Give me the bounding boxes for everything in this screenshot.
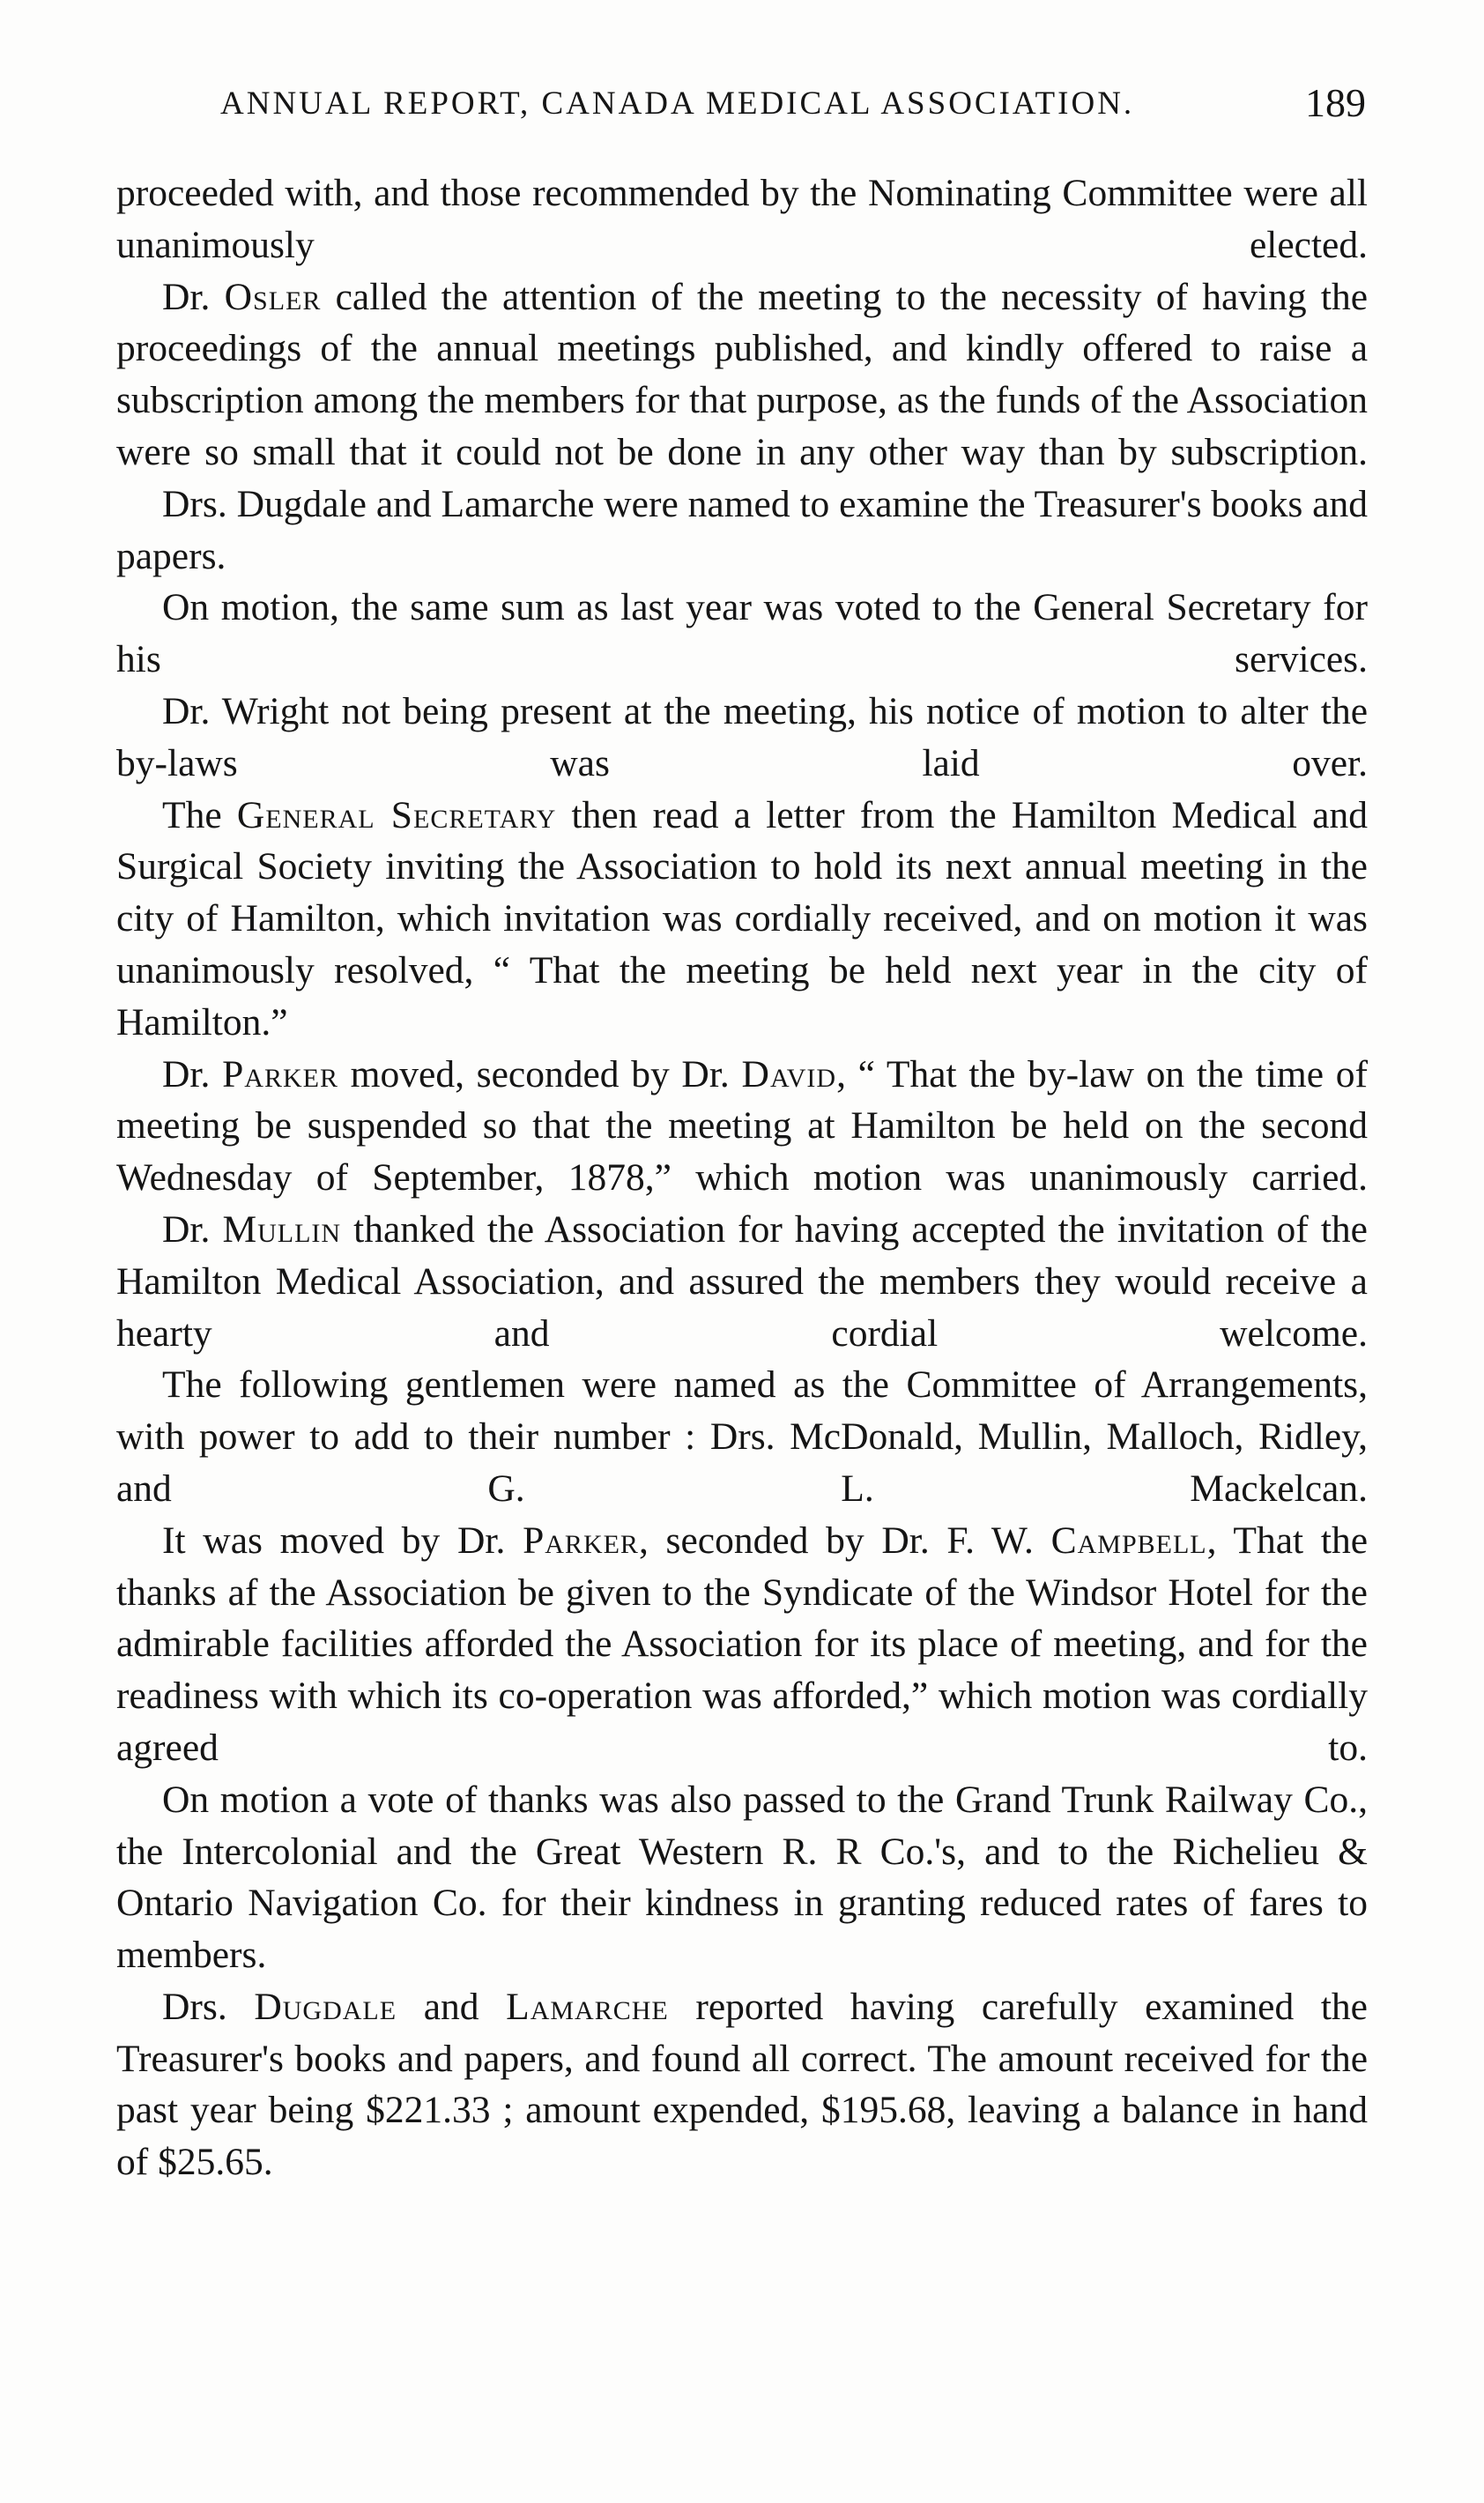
paragraph-windsor-hotel-thanks [116, 1515, 1368, 1774]
paragraph-meeting-date-motion [116, 1049, 1368, 1204]
paragraph-treasurer-report [116, 1981, 1368, 2188]
paragraph-text: Drs. [162, 1985, 255, 2028]
person-name: Osler [224, 275, 322, 318]
person-name: David [741, 1052, 837, 1096]
person-name: Mullin [222, 1207, 342, 1251]
paragraph-text: Dr. [162, 275, 225, 318]
paragraph-text: , “ That the by-law on the time of meeting be suspended so that the meeting at Hamilton be held on the second Wednesday of September, 1878,” which motion was unanimously carried. [116, 1052, 1369, 1200]
paragraph-text: , That the thanks af the Association be given to the Syndicate of the Windsor Hotel for the admirable facilities afforded the Association for its place of meeting, and for the readiness with which its co-operation was afforded,” which motion was cordially agreed to. [116, 1519, 1369, 1769]
paragraph-text: thanked the Association for having accepted the invitation of the Hamilton Medical Association, and assured the members they would receive a hearty and cordial welcome. [116, 1207, 1368, 1355]
paragraph-committee-arrangements: The following gentlemen were named as the Committee of Arrangements, with power to add to their number : Drs. McDonald, Mullin, Malloch, Ridley, and G. L. Mackelcan. [116, 1363, 1368, 1510]
person-title: General Secretary [236, 793, 557, 836]
paragraph-osler-proceedings [116, 271, 1368, 479]
person-name: Campbell [1050, 1519, 1207, 1562]
paragraph-text: The [162, 793, 237, 836]
paragraph-railway-thanks: On motion a vote of thanks was also passed to the Grand Trunk Railway Co., the Intercolonial and the Great Western R. R Co.'s, and to the Richelieu & Ontario Navigation Co. for their kindness in granting reduced rates of fares to members. [116, 1778, 1368, 1977]
paragraph-text: Dr. [162, 1207, 223, 1251]
person-name: Parker [222, 1052, 338, 1096]
person-name: Dugdale [254, 1985, 397, 2028]
paragraph-hamilton-invitation [116, 790, 1368, 1049]
body-text [116, 167, 1368, 2188]
running-header [220, 80, 1366, 155]
paragraph-bylaws-laid-over: Dr. Wright not being present at the meeting, his notice of motion to alter the by-laws was laid over. [116, 689, 1368, 784]
page-number: 189 [1305, 80, 1366, 125]
paragraph-text: reported having carefully examined the Treasurer's books and papers, and found all correct. The amount received for the past year being $221.33 ; amount expended, $195.68, leaving a balance in hand of $25.65. [116, 1985, 1368, 2184]
paragraph-text: then read a letter from the Hamilton Medical and Surgical Society inviting the Association to hold its next annual meeting in the city of Hamilton, which invitation was cordially received, and on motion it was unanimously resolved, “ That the meeting be held next year in the city of Hamilton.” [116, 793, 1368, 1044]
paragraph-text: , seconded by Dr. F. W. [638, 1519, 1051, 1562]
paragraph-text: Dr. [162, 1052, 223, 1096]
paragraph-examine-books: Drs. Dugdale and Lamarche were named to examine the Treasurer's books and papers. [116, 482, 1368, 577]
person-name: Lamarche [506, 1985, 669, 2028]
paragraph-committee-elected: proceeded with, and those recommended by the Nominating Committee were all unanimously elected. [116, 172, 1368, 266]
paragraph-text: called the attention of the meeting to the necessity of having the proceedings of the annual meetings published, and kindly offered to raise a subscription among the members for that purpose, as the funds of the Association were so small that it could not be done in any other way than by subscription. [116, 275, 1368, 473]
paragraph-text: moved, seconded by Dr. [338, 1052, 742, 1096]
paragraph-text: and [397, 1985, 507, 2028]
paragraph-mullin-welcome [116, 1204, 1368, 1359]
paragraph-secretary-services: On motion, the same sum as last year was voted to the General Secretary for his services. [116, 586, 1368, 681]
running-title: ANNUAL REPORT, CANADA MEDICAL ASSOCIATION. [220, 85, 1135, 122]
paragraph-text: It was moved by Dr. [162, 1519, 523, 1562]
person-name: Parker [523, 1519, 639, 1562]
